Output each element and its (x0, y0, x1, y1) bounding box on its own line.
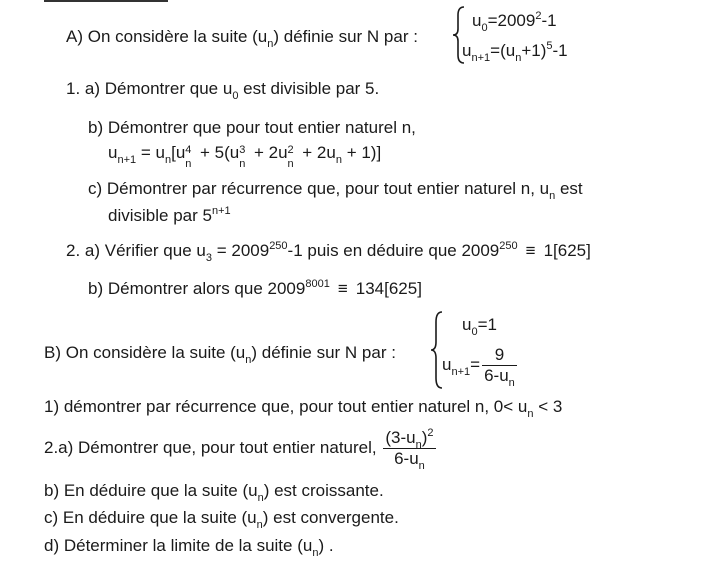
part-b-q2d: d) Déterminer la limite de la suite $(u_n)$ . (44, 536, 334, 559)
part-b-q2a: 2.a) Démontrer que, pour tout entier naturel, $\frac{(3-u_n)^2}{6-u_n}$ (44, 427, 434, 473)
part-b-q2a-fraction: $\frac{(3-u_n)^2}{6-u_n}$ (385, 427, 434, 473)
part-b-system-line2: $u_{n+1}=$ $\frac{9}{6-u_n}$ (442, 345, 515, 390)
part-a-q1c: c) Démontrer par récurrence que, pour tout entier naturel n, $u_n$ est (88, 179, 583, 202)
part-a-system-line2: $u_{n+1}=(u_n+1)^5-1$ (462, 40, 568, 64)
part-b-q2c: c) En déduire que la suite $(u_n)$ est convergente. (44, 508, 399, 531)
part-a-q1b-formula: $u_{n+1} = u_n[u$ 4 n + 5(u 3 n + 2u 2 n + $2u_n + 1$)] (108, 143, 382, 170)
part-a-system-line1: $u_0=2009^2-1$ (472, 10, 557, 34)
part-a-q1a: 1. a) Démontrer que $u_0$ est divisible par 5. (66, 79, 380, 102)
part-b-q1: 1) démontrer par récurrence que, pour tout entier naturel n, $0< u_n < 3$ (44, 397, 563, 420)
part-b-q2b: b) En déduire que la suite $(u_n)$ est croissante. (44, 481, 384, 504)
top-rule (44, 0, 168, 2)
part-a-q1c-line2: divisible par $5^{n+1}$ (108, 205, 231, 225)
part-b-recurrence-fraction: $\frac{9}{6-u_n}$ (484, 345, 515, 390)
part-b-system-line1: $u_0=1$ (462, 315, 497, 338)
part-a-intro: A) On considère la suite $(u_n)$ définie sur N par : (66, 27, 418, 50)
part-a-q2a: 2. a) Vérifier que $u_3 = 2009^{250}-1$ puis en déduire que $2009^{250} \equiv 1[625]$ (66, 240, 591, 264)
part-b-intro: B) On considère la suite $(u_n)$ définie sur N par : (44, 343, 396, 366)
part-a-q2b: b) Démontrer alors que $2009^{8001} \equiv 134[625]$ (88, 278, 422, 298)
part-a-q1b: b) Démontrer que pour tout entier naturel n, (88, 118, 416, 137)
